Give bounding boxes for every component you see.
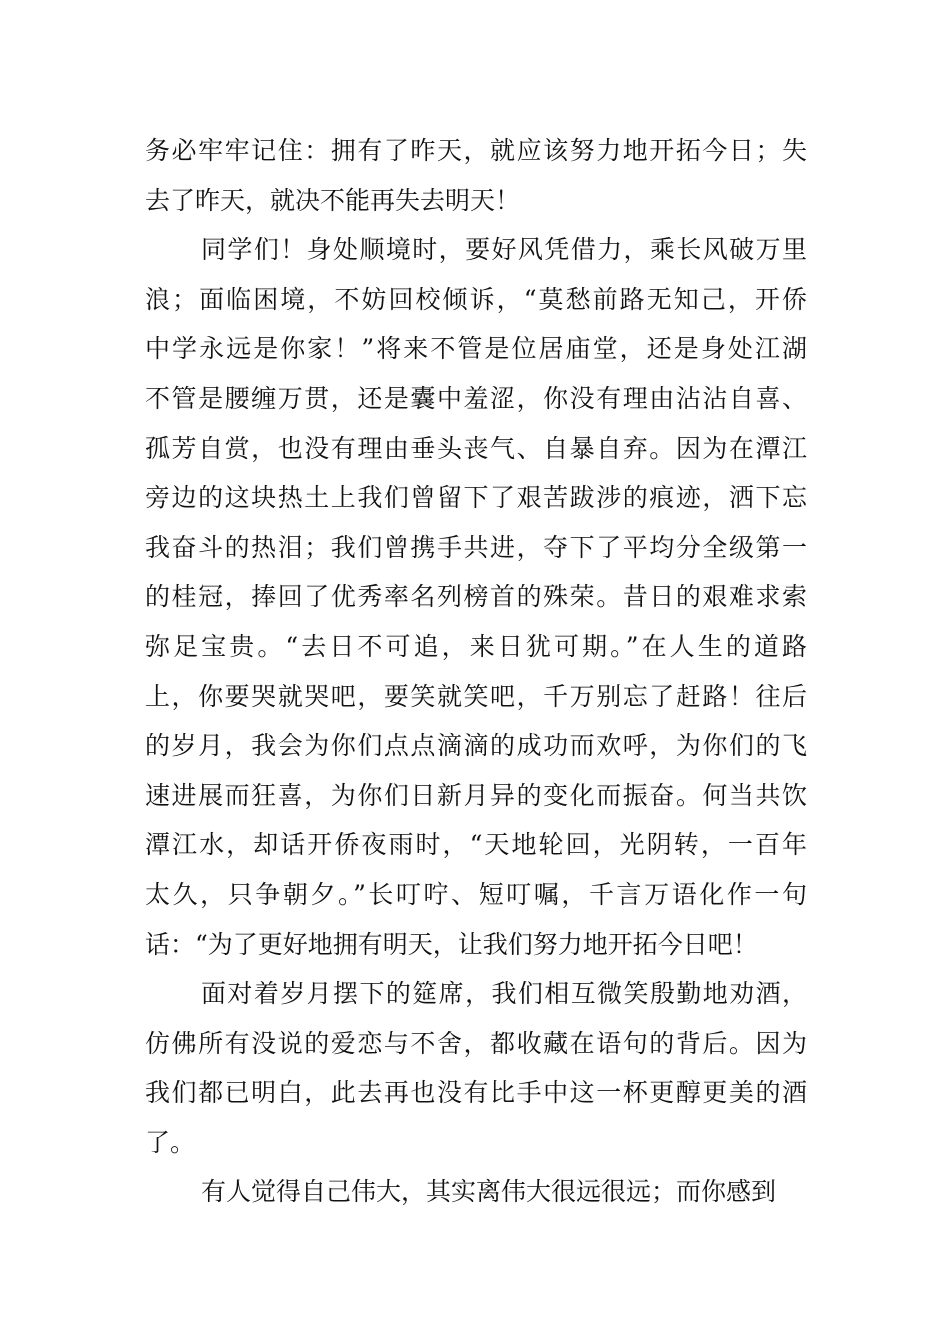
text-line-13: 的岁月，我会为你们点点滴滴的成功而欢呼，为你们的飞 (145, 731, 807, 761)
text-line-3: 同学们！身处顺境时，要好风凭借力，乘长风破万里 (201, 235, 807, 265)
text-line-7: 孤芳自赏，也没有理由垂头丧气、自暴自弃。因为在潭江 (145, 433, 807, 463)
text-line-6: 不管是腰缠万贯，还是囊中羞涩，你没有理由沾沾自喜、 (145, 383, 807, 413)
text-line-11: 弥足宝贵。“去日不可追，来日犹可期。”在人生的道路 (145, 631, 807, 661)
text-line-9: 我奋斗的热泪；我们曾携手共进，夺下了平均分全级第一 (145, 532, 807, 562)
text-line-5: 中学永远是你家！”将来不管是位居庙堂，还是身处江湖 (145, 334, 807, 364)
text-line-21: 了。 (145, 1127, 196, 1157)
text-line-14: 速进展而狂喜，为你们日新月异的变化而振奋。何当共饮 (145, 780, 807, 810)
text-line-12: 上，你要哭就哭吧，要笑就笑吧，千万别忘了赶路！往后 (145, 681, 807, 711)
text-line-4: 浪；面临困境，不妨回校倾诉，“莫愁前路无知己，开侨 (145, 284, 807, 314)
text-line-1: 务必牢牢记住：拥有了昨天，就应该努力地开拓今日；失 (145, 136, 807, 165)
text-line-10: 的桂冠，捧回了优秀率名列榜首的殊荣。昔日的艰难求索 (145, 582, 807, 612)
text-line-15: 潭江水，却话开侨夜雨时，“天地轮回，光阴转，一百年 (145, 830, 807, 860)
text-line-22: 有人觉得自己伟大，其实离伟大很远很远；而你感到 (201, 1177, 777, 1207)
text-line-19: 仿佛所有没说的爱恋与不舍，都收藏在语句的背后。因为 (145, 1028, 807, 1058)
document-body (145, 126, 807, 1217)
text-line-8: 旁边的这块热土上我们曾留下了艰苦跋涉的痕迹，洒下忘 (145, 483, 807, 513)
text-line-16: 太久，只争朝夕。”长叮咛、短叮嘱，千言万语化作一句 (145, 879, 807, 909)
text-line-17: 话：“为了更好地拥有明天，让我们努力地开拓今日吧！ (145, 929, 758, 959)
text-line-18: 面对着岁月摆下的筵席，我们相互微笑殷勤地劝酒， (201, 979, 807, 1009)
text-line-20: 我们都已明白，此去再也没有比手中这一杯更醇更美的酒 (145, 1078, 807, 1108)
text-line-2: 去了昨天，就决不能再失去明天！ (145, 185, 521, 215)
